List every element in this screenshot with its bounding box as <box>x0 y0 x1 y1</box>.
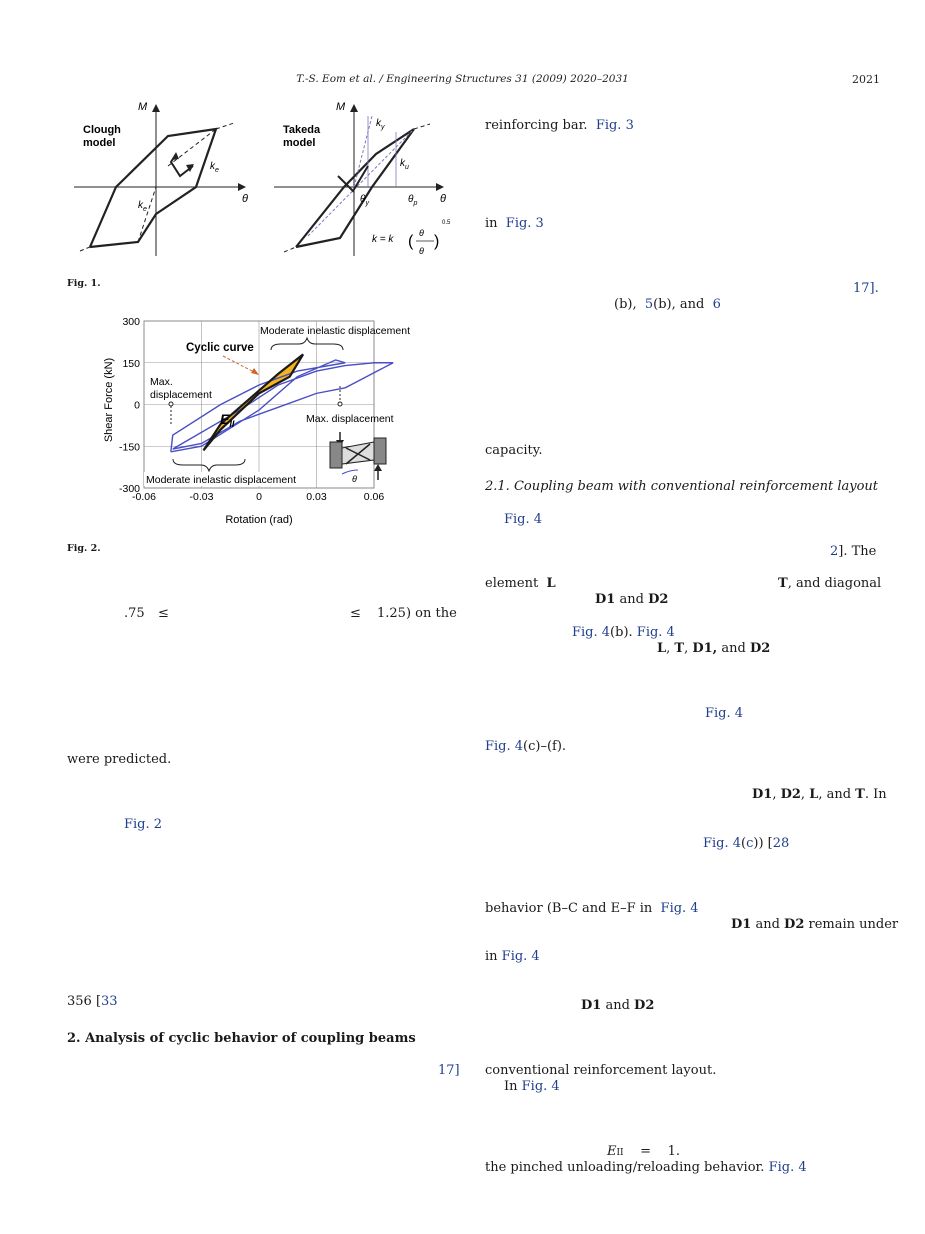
y-axis-label: Shear Force (kN) <box>103 357 115 443</box>
left-frag-2: 1.25) on the <box>377 606 457 621</box>
annotation-eii: $E_{II}$ <box>220 411 235 429</box>
ref-33-link[interactable]: 33 <box>101 994 118 1009</box>
annotation-max-disp-right: Max. displacement <box>306 413 394 425</box>
page-number: 2021 <box>852 73 880 86</box>
x-tick-label: 0.03 <box>306 491 327 503</box>
right-line-21: In Fig. 4 <box>504 1079 560 1094</box>
clough-title-1: Clough <box>83 124 121 136</box>
fig3-link-2[interactable]: Fig. 3 <box>505 216 544 231</box>
annotation-moderate-top: Moderate inelastic displacement <box>260 325 410 337</box>
right-line-17: D1 and D2 remain under <box>731 917 899 932</box>
takeda-ku-label: $k_u$ <box>400 158 409 171</box>
x-tick-label: -0.03 <box>189 491 214 503</box>
annotation-theta: θ <box>352 474 357 484</box>
annotation-cyclic-curve: Cyclic curve <box>186 342 254 354</box>
y-tick-label: -300 <box>118 483 140 495</box>
running-title: T.-S. Eom et al. / Engineering Structures 31 (2009) 2020–2031 <box>296 73 629 85</box>
takeda-formula-den: θ <box>419 246 424 256</box>
right-line-23: the pinched unloading/reloading behavior. Fig. 4 <box>485 1160 807 1175</box>
annotation-max-disp-left-1: Max. <box>150 376 173 388</box>
right-line-3: 17]. <box>853 281 879 296</box>
right-line-16: behavior (B–C and E–F in Fig. 4 <box>485 901 699 916</box>
clough-model-panel <box>74 101 248 256</box>
right-line-8a: element L <box>485 576 556 591</box>
right-line-8b: T, and diagonal <box>778 576 882 591</box>
left-le-1: ≤ <box>158 606 169 621</box>
right-line-11: L, T, D1, and D2 <box>657 641 771 656</box>
right-line-9: D1 and D2 <box>595 592 669 607</box>
right-line-7: 2]. The <box>830 544 877 559</box>
y-tick-label: -150 <box>118 441 140 454</box>
clough-theta-label: θ <box>242 193 248 205</box>
x-tick-label: 0.06 <box>363 491 385 503</box>
takeda-formula-exp: 0.5 <box>442 220 451 226</box>
left-frag-5: 356 [33 <box>67 994 118 1009</box>
right-line-18: in Fig. 4 <box>485 949 540 964</box>
y-tick-label: 0 <box>134 399 140 412</box>
clough-ke2-label: $k_e$ <box>138 200 147 213</box>
takeda-ky-label: $k_y$ <box>376 118 385 131</box>
takeda-model-panel <box>274 101 451 256</box>
fig4-link-2[interactable]: Fig. 4 <box>705 706 744 721</box>
x-tick-label: -0.06 <box>132 491 156 503</box>
clough-m-label: M <box>138 101 148 113</box>
takeda-m-label: M <box>336 101 346 113</box>
takeda-title-1: Takeda <box>283 124 321 136</box>
takeda-theta-y-label: $\theta_y$ <box>360 194 369 207</box>
right-line-13: Fig. 4(c)–(f). <box>485 739 567 754</box>
left-fig2-link[interactable]: Fig. 2 <box>124 817 163 832</box>
clough-ke-label: $k_e$ <box>210 161 219 174</box>
subsection-heading: 2.1. Coupling beam with conventional reinforcement layout <box>485 479 878 494</box>
right-line-5: capacity. <box>485 443 543 458</box>
takeda-formula-paren: ( <box>408 233 414 250</box>
takeda-formula-num: θ <box>419 228 424 238</box>
y-tick-label: 300 <box>122 316 140 328</box>
takeda-formula: k = k <box>372 234 394 245</box>
left-frag-3: were predicted. <box>67 752 172 767</box>
right-line-4: (b), 5(b), and 6 <box>614 297 721 312</box>
takeda-formula-paren-close: ) <box>434 233 440 250</box>
left-ref-17: 17] <box>438 1063 460 1078</box>
section-heading: 2. Analysis of cyclic behavior of coupling beams <box>67 1031 416 1046</box>
left-frag-1: .75 <box>124 606 145 621</box>
takeda-theta-p-label: $\theta_p$ <box>408 194 418 207</box>
fig3-link-1[interactable]: Fig. 3 <box>595 118 634 133</box>
fig4-link-1[interactable]: Fig. 4 <box>504 512 543 527</box>
takeda-theta-label: θ <box>440 193 446 205</box>
figure-1-caption: Fig. 1. <box>67 278 101 289</box>
figure-1-hysteresis-models <box>68 96 458 266</box>
right-line-1: reinforcing bar. Fig. 3 <box>485 118 634 133</box>
takeda-title-2: model <box>283 137 316 149</box>
left-le-2: ≤ <box>350 606 361 621</box>
figure-2-cyclic-chart <box>98 314 438 528</box>
x-tick-label: 0 <box>256 491 262 503</box>
right-line-19: D1 and D2 <box>581 998 655 1013</box>
right-line-14: D1, D2, L, and T. In <box>752 787 887 802</box>
figure-2-caption: Fig. 2. <box>67 543 101 554</box>
clough-title-2: model <box>83 137 116 149</box>
right-line-22: EII = 1. <box>607 1144 680 1159</box>
right-line-10: Fig. 4(b). Fig. 4 <box>572 625 675 640</box>
right-line-15: Fig. 4(c)) [28 <box>703 836 790 851</box>
annotation-moderate-bottom: Moderate inelastic displacement <box>146 474 296 486</box>
annotation-max-disp-left-2: displacement <box>150 389 212 401</box>
right-line-2: in Fig. 3 <box>485 216 544 231</box>
x-axis-label: Rotation (rad) <box>225 514 293 526</box>
right-line-20: conventional reinforcement layout. <box>485 1063 717 1078</box>
y-tick-label: 150 <box>122 357 140 370</box>
